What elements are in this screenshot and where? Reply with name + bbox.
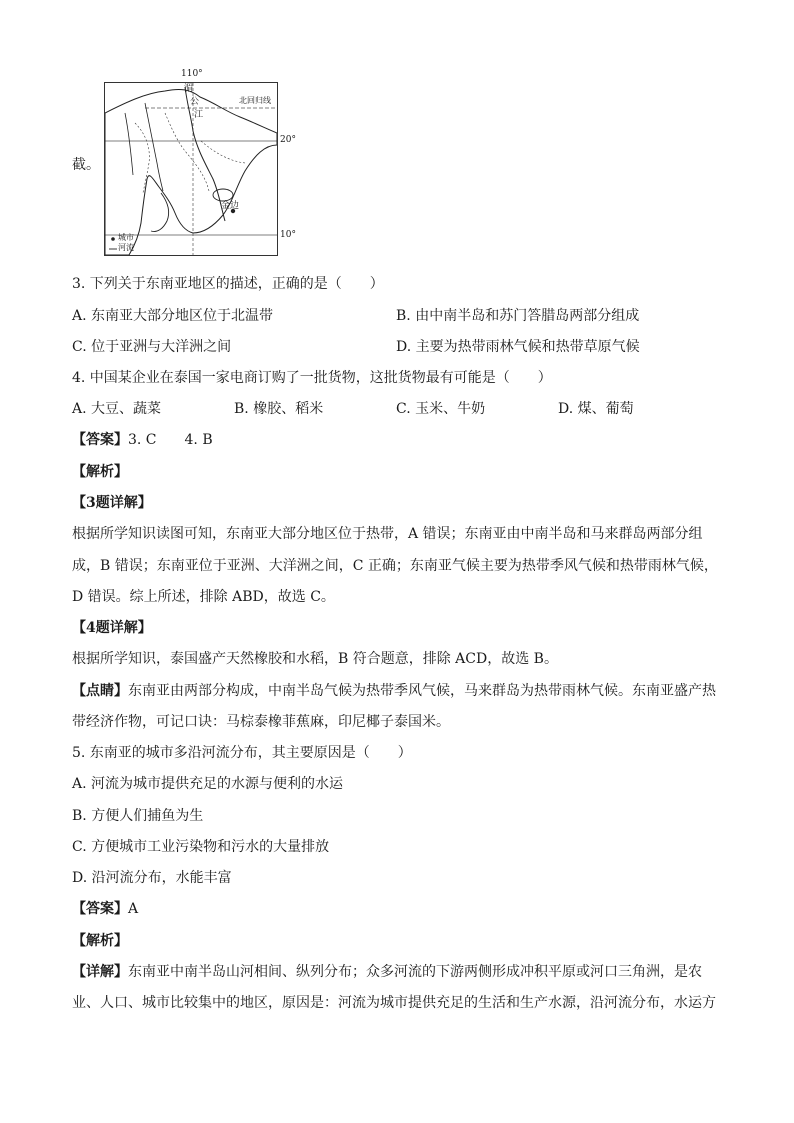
- q3-option-d: D. 主要为热带雨林气候和热带草原气候: [396, 339, 640, 355]
- gulf-coast: [151, 193, 169, 232]
- map-lat10-label: 10°: [280, 230, 296, 240]
- lake: [213, 189, 233, 201]
- q5-option-a: A. 河流为城市提供充足的水源与便利的水运: [72, 776, 344, 792]
- detail5-tag: 【详解】: [72, 964, 128, 980]
- legend-city-icon: [111, 237, 115, 241]
- border-line: [201, 141, 245, 163]
- q3-detail-tag: 【3题详解】: [72, 495, 152, 511]
- detail5-text: 东南亚中南半岛山河相间、纵列分布；众多河流的下游两侧形成冲积平原或河口三角洲，是农: [128, 964, 702, 980]
- southeast-asia-map: [104, 82, 278, 256]
- analysis-label: 【解析】: [72, 464, 128, 480]
- map-river-label-1: 湄: [184, 84, 194, 94]
- q3-stem: 3. 下列关于东南亚地区的描述，正确的是（ ）: [72, 276, 384, 292]
- q4-stem: 4. 中国某企业在泰国一家电商订购了一批货物，这批货物最有可能是（ ）: [72, 370, 552, 386]
- tip-text: 东南亚由两部分构成，中南半岛气候为热带季风气候，马来群岛为热带雨林气候。东南亚盛产热: [128, 683, 716, 699]
- q3-detail-line3: D 错误。综上所述，排除 ABD，故选 C。: [72, 589, 335, 605]
- tip-line2: 带经济作物，可记口诀：马棕泰橡菲蕉麻，印尼椰子泰国米。: [72, 714, 450, 730]
- tip-line1: [72, 681, 716, 701]
- border-line: [165, 113, 209, 191]
- map-drawing: [105, 83, 277, 255]
- answer-tag: 【答案】: [72, 432, 128, 448]
- answer-3-4: [72, 430, 213, 450]
- map-river-label-2: 公: [190, 97, 200, 107]
- tip-tag: 【点睛】: [72, 683, 128, 699]
- map-lat20-label: 20°: [280, 135, 296, 145]
- map-prefix-text: 截。: [72, 157, 100, 173]
- q3-option-a: A. 东南亚大部分地区位于北温带: [72, 308, 274, 324]
- detail5-line2: 业、人口、城市比较集中的地区，原因是：河流为城市提供充足的生活和生产水源，沿河流分布，水运方: [72, 995, 716, 1011]
- q4-option-a: A. 大豆、蔬菜: [72, 401, 162, 417]
- q4-option-d: D. 煤、葡萄: [558, 401, 634, 417]
- map-city-label: 金边: [221, 201, 240, 211]
- q3-option-c: C. 位于亚洲与大洋洲之间: [72, 339, 232, 355]
- q4-detail-tag: 【4题详解】: [72, 620, 152, 636]
- answer5-tag: 【答案】: [72, 901, 128, 917]
- q3-detail-line1: 根据所学知识读图可知，东南亚大部分地区位于热带，A 错误；东南亚由中南半岛和马来群岛两部分组: [72, 526, 703, 542]
- map-river-label-3: 江: [194, 110, 204, 120]
- q5-option-b: B. 方便人们捕鱼为生: [72, 808, 204, 824]
- q3-detail-line2: 成，B 错误；东南亚位于亚洲、大洋洲之间，C 正确；东南亚气候主要为热带季风气候和热带雨林气候，: [72, 558, 718, 574]
- q3-option-b: B. 由中南半岛和苏门答腊岛两部分组成: [396, 308, 640, 324]
- answer-5: [72, 899, 138, 919]
- analysis-label-2: 【解析】: [72, 933, 128, 949]
- map-legend-city: 城市: [118, 233, 134, 242]
- map-lon-label: 110°: [181, 69, 203, 79]
- coastline: [105, 89, 277, 255]
- q4-detail-line1: 根据所学知识，泰国盛产天然橡胶和水稻，B 符合题意，排除 ACD，故选 B。: [72, 651, 558, 667]
- q4-option-b: B. 橡胶、稻米: [234, 401, 324, 417]
- q5-option-d: D. 沿河流分布，水能丰富: [72, 870, 232, 886]
- q5-stem: 5. 东南亚的城市多沿河流分布，其主要原因是（ ）: [72, 745, 412, 761]
- answer5-text: A: [128, 901, 139, 917]
- answer-text: 3. C 4. B: [128, 432, 213, 448]
- border-line: [135, 123, 149, 193]
- detail5-line1: [72, 962, 702, 982]
- map-tropic-label: 北回归线: [239, 96, 271, 105]
- map-legend-river: 河流: [118, 243, 134, 252]
- q5-option-c: C. 方便城市工业污染物和污水的大量排放: [72, 839, 330, 855]
- river: [125, 113, 133, 175]
- q4-option-c: C. 玉米、牛奶: [396, 401, 486, 417]
